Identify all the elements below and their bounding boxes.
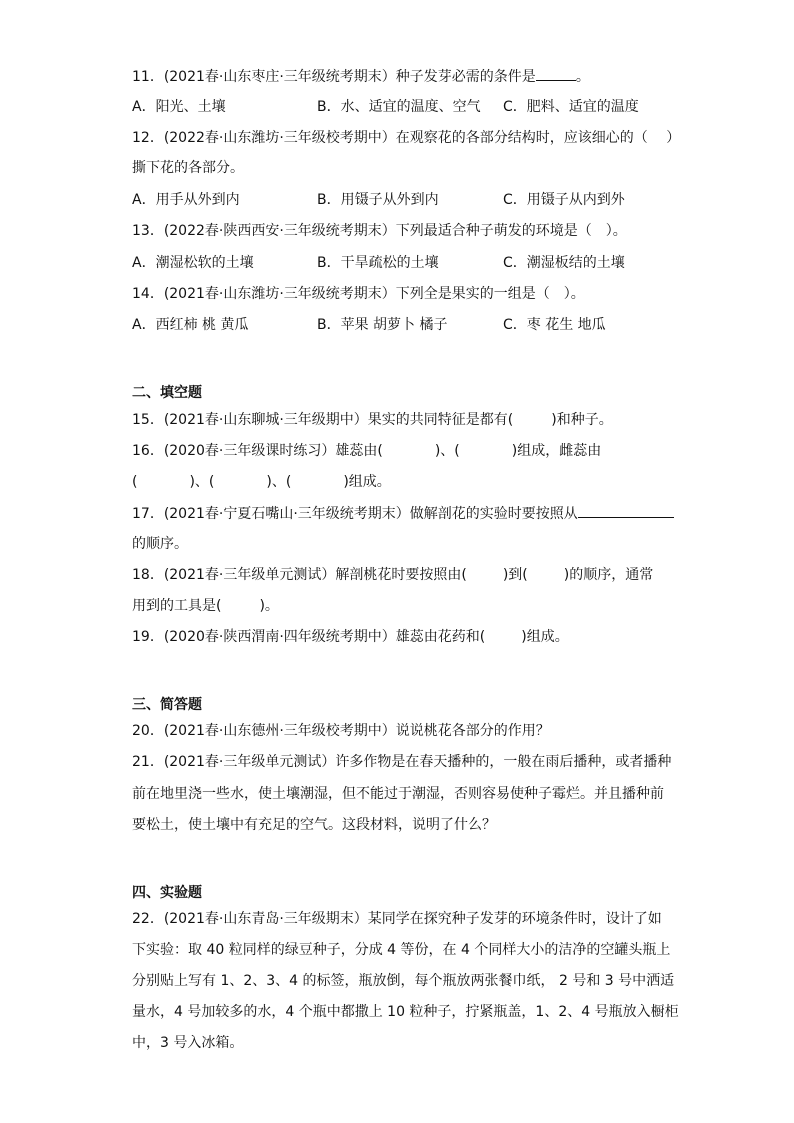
- question-13: 13．(2022春·陕西西安·三年级统考期末）下列最适合种子萌发的环境是（ ）。: [132, 223, 627, 239]
- question-18-text-c: )的顺序，通常: [563, 567, 654, 583]
- section-heading-fill-in: 二、填空题: [132, 385, 202, 401]
- question-21-line-1: 21．(2021春·三年级单元测试）许多作物是在春天播种的，一般在雨后播种，或者播种: [132, 754, 672, 770]
- question-19-text-b: )组成。: [521, 629, 569, 645]
- option-b[interactable]: B．水、适宜的温度、空气: [317, 99, 481, 115]
- question-14: 14．(2021春·山东潍坊·三年级统考期末）下列全是果实的一组是（ ）。: [132, 286, 585, 302]
- question-16-text-a: 16．(2020春·三年级课时练习）雄蕊由(: [132, 443, 383, 459]
- option-a[interactable]: A．用手从外到内: [132, 192, 240, 208]
- question-15-text-a: 15．(2021春·山东聊城·三年级期中）果实的共同特征是都有(: [132, 412, 514, 428]
- option-c[interactable]: C．用镊子从内到外: [503, 192, 625, 208]
- question-16-line-2: [132, 472, 391, 492]
- question-22-line-1: 22．(2021春·山东青岛·三年级期末）某同学在探究种子发芽的环境条件时，设计了如: [132, 911, 662, 927]
- question-12-line-2: 撕下花的各部分。: [132, 160, 244, 176]
- question-15: [132, 410, 613, 430]
- question-18-text-b: )到(: [502, 567, 528, 583]
- question-11-end: 。: [575, 69, 590, 85]
- option-c[interactable]: C．潮湿板结的土壤: [503, 255, 625, 271]
- question-18-text-a: 18．(2021春·三年级单元测试）解剖桃花时要按照由(: [132, 567, 467, 583]
- question-17-line-1: [132, 503, 674, 524]
- option-a[interactable]: A．潮湿松软的土壤: [132, 255, 254, 271]
- question-16-line-1: [132, 441, 601, 461]
- question-12-line-1: 12．(2022春·山东潍坊·三年级校考期中）在观察花的各部分结构时，应该细心的（ ）: [132, 130, 681, 146]
- question-11-stem: 11．(2021春·山东枣庄·三年级统考期末）种子发芽必需的条件是: [132, 69, 536, 85]
- question-18-line-1: [132, 565, 653, 585]
- answer-blank[interactable]: [536, 66, 576, 81]
- question-22-line-3: 分别贴上写有 1、2、3、4 的标签，瓶放倒，每个瓶放两张餐巾纸， 2 号和 3 号中洒适: [132, 973, 675, 989]
- question-16-text-d: (: [132, 474, 138, 490]
- option-a[interactable]: A．阳光、土壤: [132, 99, 226, 115]
- question-16-text-c: )组成，雌蕊由: [511, 443, 602, 459]
- option-a[interactable]: A．西红柿 桃 黄瓜: [132, 317, 249, 333]
- question-22-line-4: 量水，4 号加较多的水，4 个瓶中都撒上 10 粒种子，拧紧瓶盖，1、2、4 号瓶放入橱柜: [132, 1004, 679, 1020]
- question-20: 20．(2021春·山东德州·三年级校考期中）说说桃花各部分的作用？: [132, 723, 550, 739]
- answer-blank[interactable]: [578, 503, 674, 518]
- question-16-text-b: )、(: [434, 443, 460, 459]
- question-15-text-b: )和种子。: [551, 412, 613, 428]
- question-17-text-a: 17．(2021春·宁夏石嘴山·三年级统考期末）做解剖花的实验时要按照从: [132, 506, 578, 522]
- question-21-line-3: 要松土，使土壤中有充足的空气。这段材料，说明了什么？: [132, 817, 496, 833]
- question-18-text-d: 用到的工具是(: [132, 598, 222, 614]
- question-11: [132, 66, 590, 87]
- section-heading-experiment: 四、实验题: [132, 885, 202, 901]
- question-21-line-2: 前在地里浇一些水，使土壤潮湿，但不能过于潮湿，否则容易使种子霉烂。并且播种前: [132, 786, 664, 802]
- question-16-text-f: )、(: [266, 474, 292, 490]
- question-18-line-2: [132, 596, 279, 616]
- option-b[interactable]: B．苹果 胡萝卜 橘子: [317, 317, 448, 333]
- option-c[interactable]: C．肥料、适宜的温度: [503, 99, 639, 115]
- question-16-text-g: )组成。: [343, 474, 391, 490]
- question-17-line-2: 的顺序。: [132, 536, 188, 552]
- question-16-text-e: )、(: [189, 474, 215, 490]
- question-22-line-5: 中，3 号入冰箱。: [132, 1035, 244, 1051]
- question-22-line-2: 下实验：取 40 粒同样的绿豆种子，分成 4 等份，在 4 个同样大小的洁净的空罐头瓶上: [132, 942, 671, 958]
- option-c[interactable]: C．枣 花生 地瓜: [503, 317, 606, 333]
- question-19: [132, 627, 569, 647]
- section-heading-short-answer: 三、简答题: [132, 697, 202, 713]
- option-b[interactable]: B．干旱疏松的土壤: [317, 255, 439, 271]
- option-b[interactable]: B．用镊子从外到内: [317, 192, 439, 208]
- question-19-text-a: 19．(2020春·陕西渭南·四年级统考期中）雄蕊由花药和(: [132, 629, 486, 645]
- question-18-text-e: )。: [259, 598, 279, 614]
